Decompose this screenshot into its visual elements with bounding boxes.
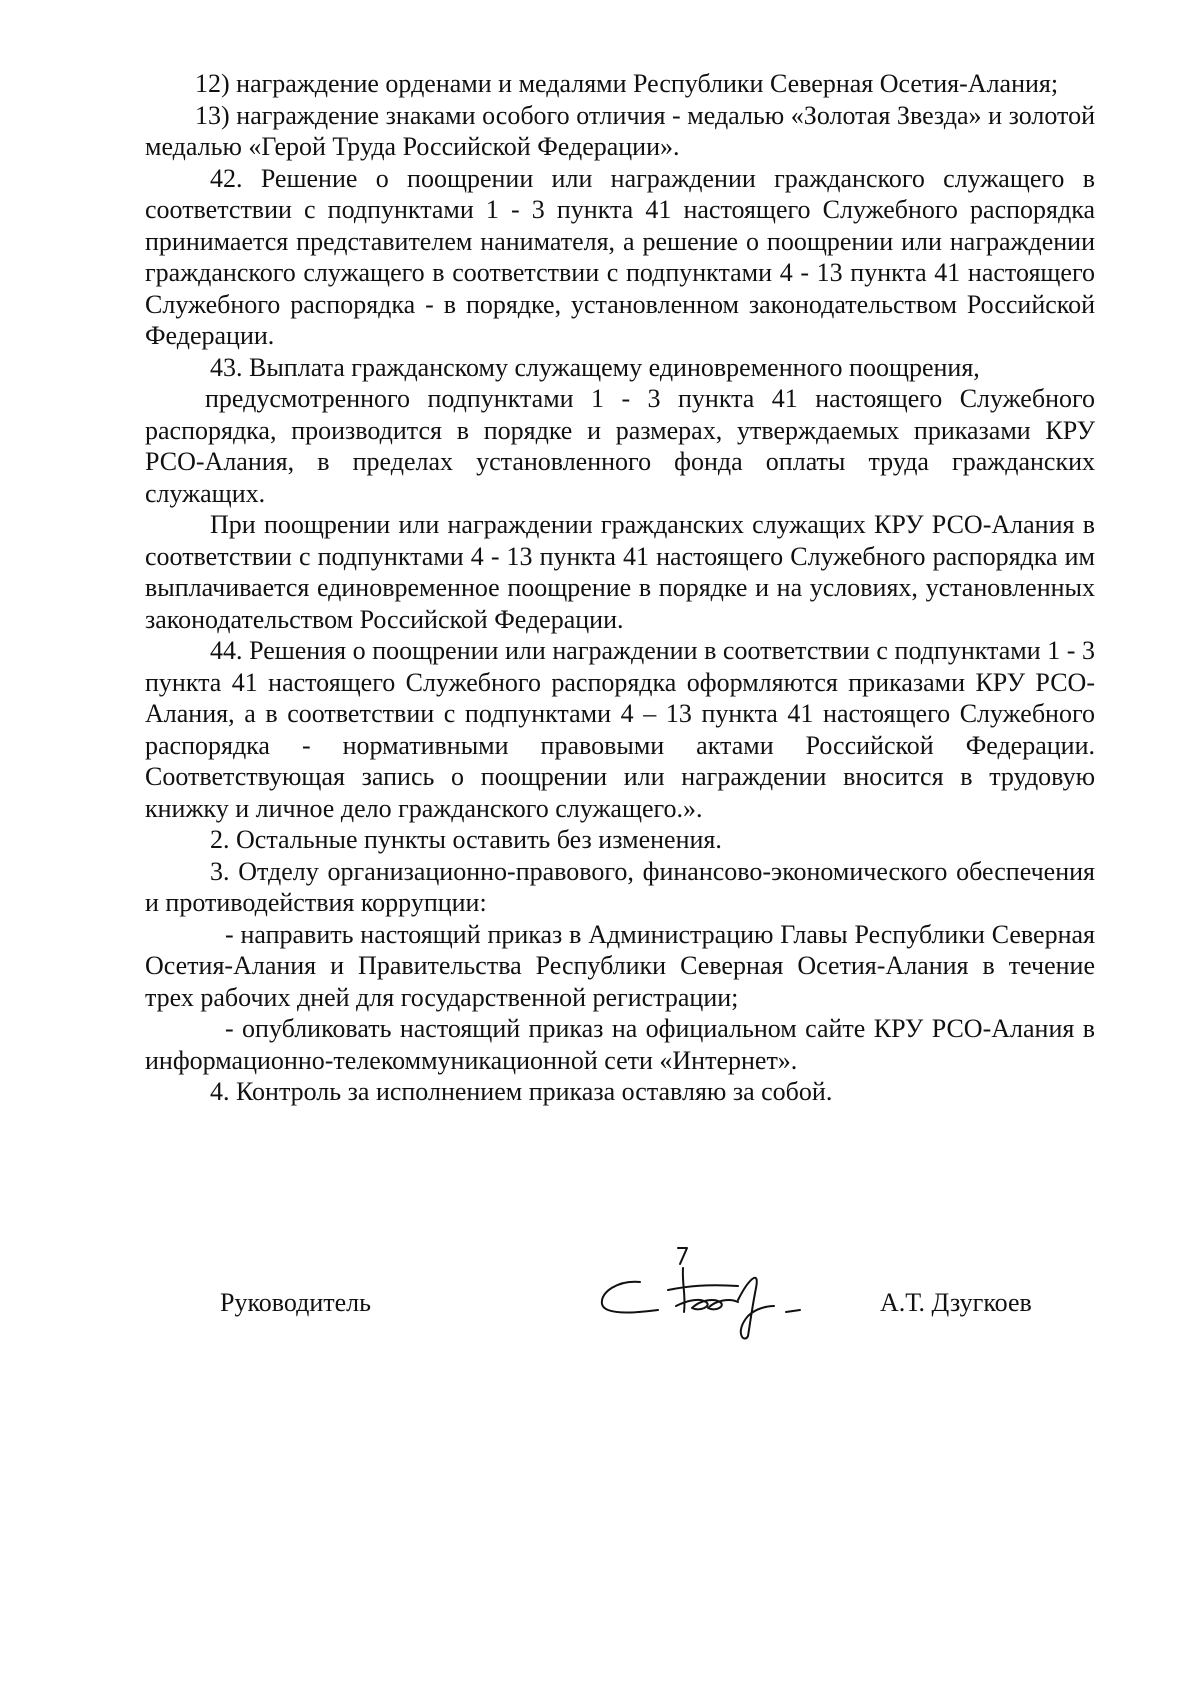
clause-43: 43. Выплата гражданскому служащему единовременного поощрения, [210, 352, 980, 382]
clause-44: 44. Решения о поощрении или награждении в соответствии с подпунктами 1 - 3 пункта 41 настоящего Служебного распорядка оформляются приказами КРУ РСО-Алания, а в соответствии с подпунктами 4 – 13 пункта 41 настоящего Служебного распорядка - нормативными правовыми актами Российской Федерации. Соответствующая запись о поощрении или награждении вносится в трудовую книжку и личное дело гражданского служащего.». [145, 636, 1095, 823]
clause-42: 42. Решение о поощрении или награждении гражданского служащего в соответствии с подпунктами 1 - 3 пункта 41 настоящего Служебного распорядка принимается представителем нанимателя, а решение о поощрении или награждении гражданского служащего в соответствии с подпунктами 4 - 13 пункта 41 настоящего Служебного распорядка - в порядке, установленном законодательством Российской Федерации. [145, 163, 1095, 350]
clause-43-continuation: предусмотренного подпунктами 1 - 3 пункта 41 настоящего Служебного распорядка, производится в порядке и размерах, утверждаемых приказами КРУ РСО-Алания, в пределах установленного фонда оплаты труда гражданских служащих. [145, 384, 1095, 508]
point-4: 4. Контроль за исполнением приказа оставляю за собой. [210, 1077, 833, 1106]
item-13: 13) награждение знаками особого отличия - медалью «Золотая Звезда» и золотой медалью «Герой Труда Российской Федерации». [145, 100, 1095, 161]
signature-block [0, 1240, 1200, 1360]
handwritten-signature [588, 1240, 818, 1340]
item-12: 12) награждение орденами и медалями Республики Северная Осетия-Алания; [195, 69, 1059, 98]
document-body [145, 68, 1095, 1108]
point-3-item-publish: - опубликовать настоящий приказ на официальном сайте КРУ РСО-Алания в информационно-телекоммуникационной сети «Интернет». [145, 1014, 1095, 1075]
signatory-name: А.Т. Дзугкоев [880, 1288, 1032, 1317]
signatory-position: Руководитель [220, 1288, 371, 1317]
point-2: 2. Остальные пункты оставить без изменения. [210, 825, 722, 854]
point-3: 3. Отделу организационно-правового, финансово-экономического обеспечения и противодействия коррупции: [145, 856, 1095, 917]
point-3-item-send: - направить настоящий приказ в Администрацию Главы Республики Северная Осетия-Алания и Правительства Республики Северная Осетия-Алания в течение трех рабочих дней для государственной регистрации; [145, 919, 1095, 1012]
clause-43-second-part: При поощрении или награждении гражданских служащих КРУ РСО-Алания в соответствии с подпунктами 4 - 13 пункта 41 настоящего Служебного распорядка им выплачивается единовременное поощрение в порядке и на условиях, установленных законодательством Российской Федерации. [145, 510, 1095, 634]
